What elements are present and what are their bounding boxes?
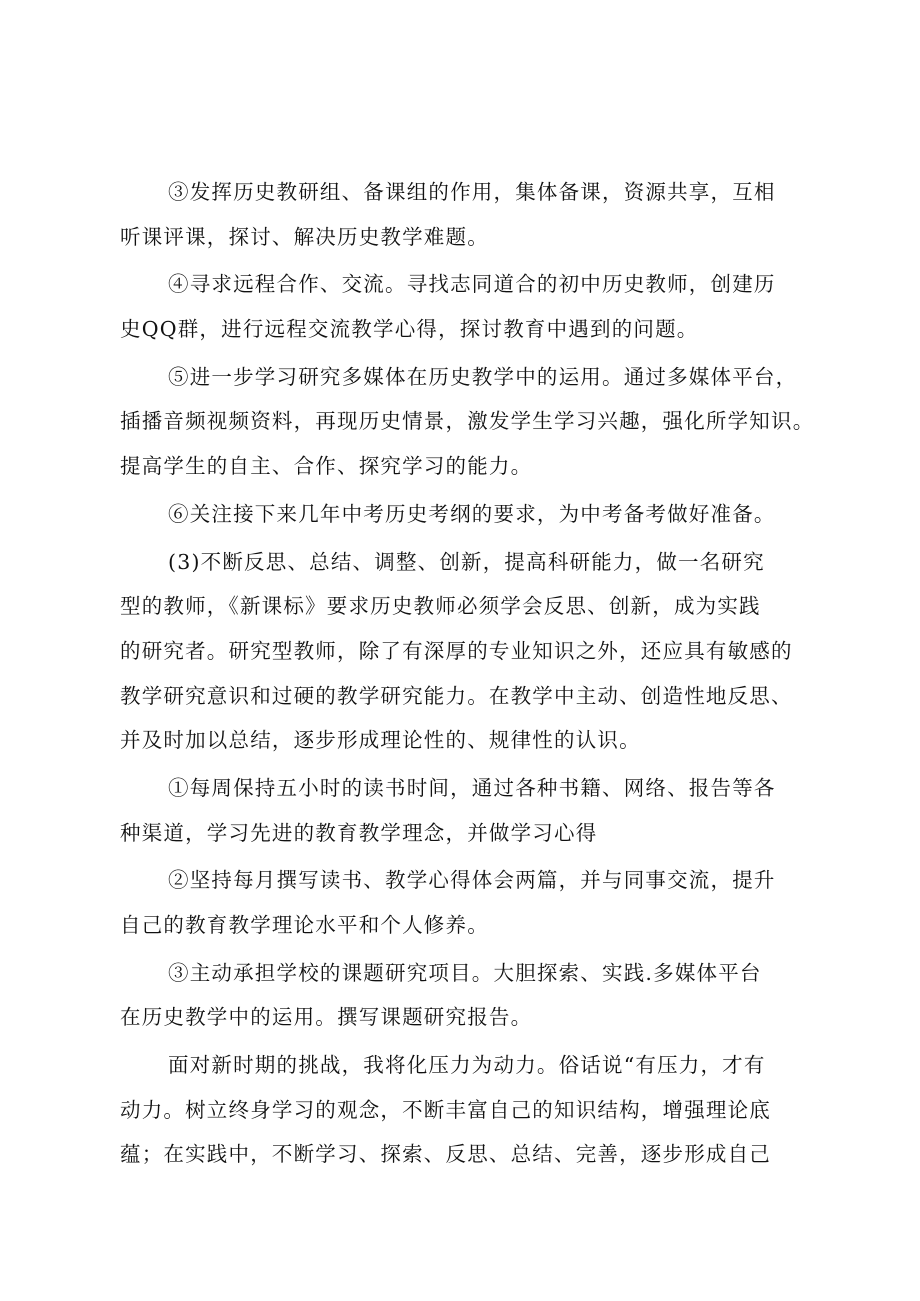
- text-line: 动力。树立终身学习的观念，不断丰富自己的知识结构，增强理论底: [120, 1097, 771, 1122]
- text-line: ⑥关注接下来几年中考历史考纲的要求，为中考备考做好准备。: [168, 501, 776, 526]
- text-line: 型的教师，《新课标》要求历史教师必须学会反思、创新，成为实践: [120, 594, 761, 619]
- text-line: ③发挥历史教研组、备课组的作用，集体备课，资源共享，互相: [168, 180, 776, 204]
- text-line: ③主动承担学校的课题研究项目。大胆探索、实践.多媒体平台: [168, 960, 762, 985]
- paragraph: [120, 170, 820, 259]
- text-line: 插播音频视频资料，再现历史情景，激发学生学习兴趣，强化所学知识。: [120, 409, 815, 434]
- paragraph: [120, 1043, 820, 1177]
- text-line: 自己的教育教学理论水平和个人修养。: [120, 913, 489, 937]
- text-line: 面对新时期的挑战，我将化压力为动力。俗话说“有压力，才有: [168, 1053, 766, 1078]
- text-line: 蕴；在实践中，不断学习、探索、反思、总结、完善，逐步形成自己: [120, 1142, 771, 1167]
- text-line: 史QQ群，进行远程交流教学心得，探讨教育中遇到的问题。: [120, 317, 699, 342]
- text-line: 提高学生的自主、合作、探究学习的能力。: [120, 454, 533, 479]
- text-line: 听课评课，探讨、解决历史教学难题。: [120, 224, 489, 249]
- paragraph: [120, 355, 820, 489]
- text-line: 在历史教学中的运用。撰写课题研究报告。: [120, 1005, 533, 1030]
- document-body: [120, 170, 820, 1180]
- paragraph: [120, 858, 820, 947]
- text-line: 并及时加以总结，逐步形成理论性的、规律性的认识。: [120, 728, 641, 753]
- text-line: (3)不断反思、总结、调整、创新，提高科研能力，做一名研究: [168, 549, 765, 574]
- paragraph: [120, 540, 820, 763]
- text-line: ⑤进一步学习研究多媒体在历史教学中的运用。通过多媒体平台，: [168, 364, 798, 389]
- text-line: 的研究者。研究型教师，除了有深厚的专业知识之外，还应具有敏感的: [120, 638, 793, 663]
- text-line: 种渠道，学习先进的教育教学理念，并做学习心得: [120, 820, 598, 845]
- paragraph: [120, 951, 820, 1040]
- text-line: ②坚持每月撰写读书、教学心得体会两篇，并与同事交流，提升: [168, 868, 776, 893]
- paragraph: [120, 766, 820, 855]
- text-line: ①每周保持五小时的读书时间，通过各种书籍、网络、报告等各: [168, 775, 776, 800]
- text-line: 教学研究意识和过硬的教学研究能力。在教学中主动、创造性地反思、: [120, 683, 793, 708]
- paragraph: [120, 262, 820, 351]
- paragraph: [120, 492, 820, 537]
- text-line: ④寻求远程合作、交流。寻找志同道合的初中历史教师，创建历: [168, 272, 776, 297]
